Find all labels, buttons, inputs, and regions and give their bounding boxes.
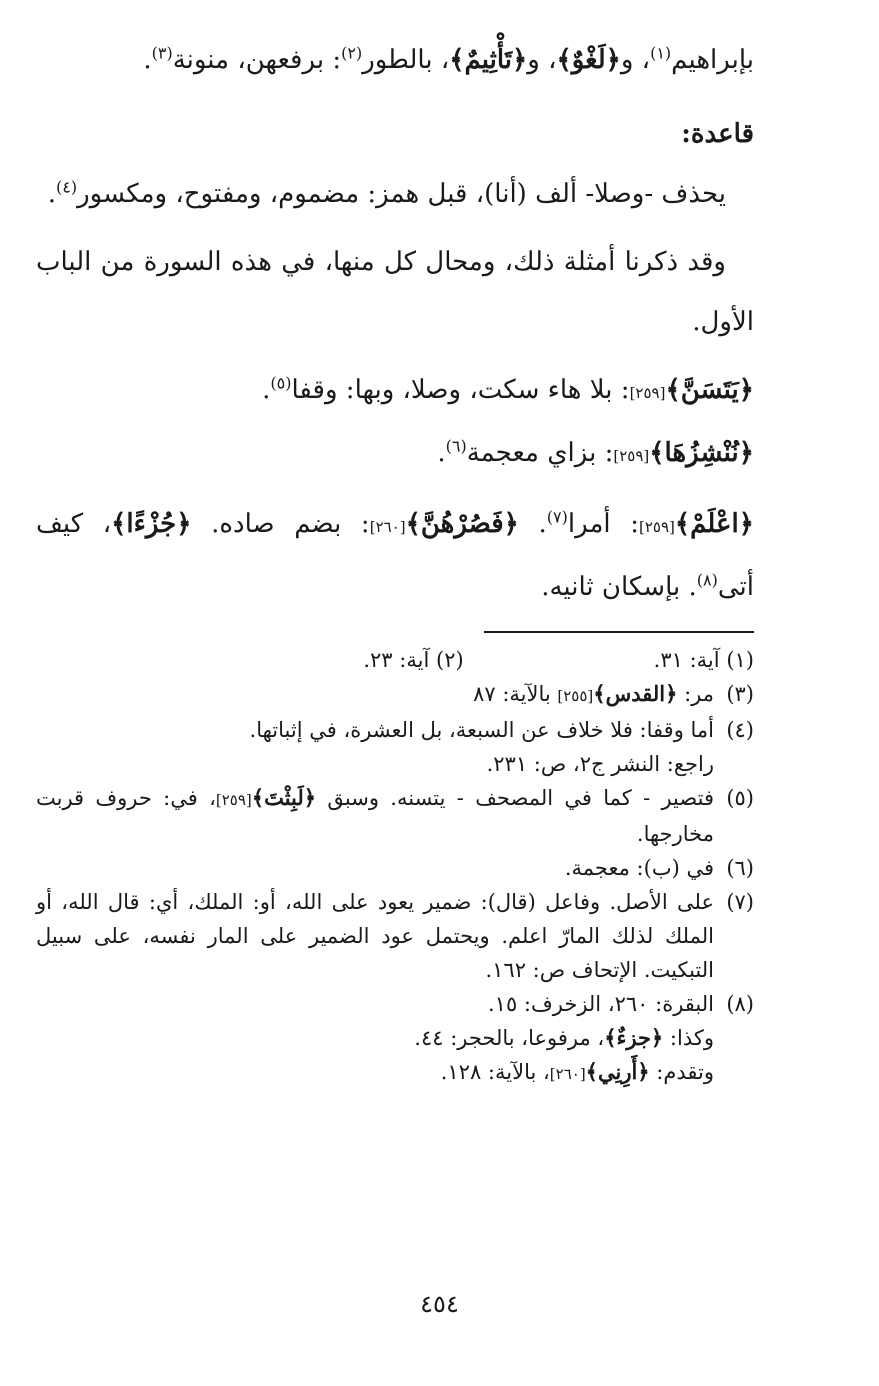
quran-word: ﴿جُزْءًا﴾ bbox=[111, 509, 192, 539]
footnote-ref: (٧) bbox=[546, 507, 568, 527]
text-segment: ، بالطور bbox=[362, 45, 450, 75]
quran-word: ﴿لَغْوٌ﴾ bbox=[556, 45, 621, 75]
paragraph-yatasanna bbox=[36, 360, 754, 486]
footnote-8 bbox=[36, 987, 754, 1021]
opening-line bbox=[36, 30, 754, 90]
text-segment: . بإسكان ثانيه. bbox=[541, 572, 697, 602]
quran-word: ﴿القدس﴾ bbox=[593, 681, 678, 706]
paragraph-examples: وقد ذكرنا أمثلة ذلك، ومحال كل منها، في هذه السورة من الباب الأول. bbox=[36, 247, 754, 337]
text-segment: : بلا هاء سكت، وصلا، وبها: وقفا bbox=[291, 375, 630, 405]
verse-number: [٢٥٩] bbox=[639, 518, 675, 536]
text-segment: : برفعهن، منونة bbox=[172, 45, 342, 75]
verse-number: [٢٥٩] bbox=[215, 791, 252, 809]
quran-word: ﴿يَتَسَنَّ﴾ bbox=[665, 375, 754, 405]
verse-number: [٢٦٠] bbox=[369, 518, 406, 536]
footnote-8-line-2 bbox=[36, 1021, 754, 1055]
verse-number: [٢٦٠] bbox=[549, 1065, 586, 1083]
footnote-ref: (٣) bbox=[151, 43, 173, 63]
quran-word: ﴿نُنْشِزُهَا﴾ bbox=[649, 438, 754, 468]
footnote-4 bbox=[36, 713, 754, 747]
footnote-number: (٥) bbox=[726, 786, 754, 810]
text-segment: يحذف -وصلا- ألف (أنا)، قبل همز: مضموم، ومفتوح، ومكسور bbox=[77, 179, 726, 209]
footnote-ref: (٨) bbox=[696, 570, 718, 590]
footnote-text: وتقدم: bbox=[649, 1060, 714, 1084]
quran-word: ﴿اعْلَمْ﴾ bbox=[674, 509, 755, 539]
rule-paragraph bbox=[36, 164, 754, 224]
footnote-row-1-2 bbox=[36, 643, 754, 677]
footnote-6 bbox=[36, 851, 754, 885]
footnote-ref: (٤) bbox=[55, 177, 78, 197]
section-heading: قاعدة: bbox=[681, 119, 754, 149]
footnote-divider bbox=[484, 631, 754, 633]
footnote-text: ، مرفوعا، بالحجر: ٤٤. bbox=[414, 1026, 605, 1050]
footnote-4-reference: راجع: النشر ج٢، ص: ٢٣١. bbox=[486, 752, 714, 776]
book-page bbox=[36, 30, 754, 1360]
footnote-number: (٣) bbox=[726, 682, 754, 706]
quran-word: ﴿لَبِثْتَ﴾ bbox=[251, 785, 317, 810]
footnote-text: وكذا: bbox=[663, 1026, 714, 1050]
text-segment: . bbox=[47, 179, 56, 209]
footnote-number: (٢) bbox=[435, 648, 464, 672]
footnote-ref: (٥) bbox=[270, 373, 292, 393]
footnote-7 bbox=[36, 885, 754, 987]
footnote-text: بالآية: ٨٧ bbox=[473, 682, 558, 706]
quran-word: ﴿أَرِنِي﴾ bbox=[585, 1059, 650, 1084]
page-number: ٤٥٤ bbox=[420, 1290, 459, 1318]
main-text bbox=[36, 30, 754, 617]
footnote-3 bbox=[36, 677, 754, 713]
text-segment: : بضم صاده. bbox=[191, 509, 370, 539]
verse-number: [٢٥٩] bbox=[629, 384, 666, 402]
footnote-text: أما وقفا: فلا خلاف عن السبعة، بل العشرة، في إثباتها. bbox=[249, 718, 714, 742]
quran-word: ﴿فَصُرْهُنَّ﴾ bbox=[405, 509, 519, 539]
footnote-ref: (١) bbox=[650, 43, 672, 63]
text-segment: ، و bbox=[620, 45, 651, 75]
text-segment: . bbox=[518, 509, 547, 539]
footnote-text: مر: bbox=[677, 682, 714, 706]
footnote-text: فتصير - كما في المصحف - يتسنه. وسبق bbox=[316, 786, 714, 810]
text-segment: : أمرا bbox=[567, 509, 639, 539]
quran-word: ﴿جزءٌ﴾ bbox=[604, 1025, 664, 1050]
footnote-number: (٦) bbox=[726, 856, 754, 880]
footnote-number: (٨) bbox=[726, 992, 754, 1016]
footnote-text: آية: ٢٣. bbox=[363, 648, 430, 672]
verse-number: [٢٥٥] bbox=[557, 687, 594, 705]
footnotes bbox=[36, 643, 754, 1091]
verse-number: [٢٥٩] bbox=[613, 447, 650, 465]
text-segment: ، و bbox=[527, 45, 557, 75]
footnote-ref: (٢) bbox=[341, 43, 363, 63]
footnote-text: على الأصل. وفاعل (قال): ضمير يعود على الله، أو: الملك، أي: قال الله، أو الملك لذلك المارّ اعلم. ويحتمل عود الضمير على المار نفسه، على سبيل التبكيت. الإتحاف ص: ١٦٢. bbox=[36, 890, 714, 982]
footnote-number: (٧) bbox=[726, 890, 754, 914]
footnote-2 bbox=[363, 643, 463, 677]
text-segment: . bbox=[437, 438, 446, 468]
paragraph-ilam bbox=[36, 494, 754, 617]
footnote-ref: (٦) bbox=[445, 436, 467, 456]
footnote-8-line-3 bbox=[36, 1055, 754, 1091]
quran-word: ﴿تَأْثِيمٌ﴾ bbox=[449, 45, 528, 75]
text-segment: : بزاي معجمة bbox=[466, 438, 614, 468]
footnote-text: البقرة: ٢٦٠، الزخرف: ١٥. bbox=[487, 992, 714, 1016]
text-segment: ، كيف أتى bbox=[36, 509, 754, 602]
text-segment: . bbox=[143, 45, 152, 75]
footnote-text: ، بالآية: ١٢٨. bbox=[440, 1060, 550, 1084]
footnote-text: ، في: حروف قربت مخارجها. bbox=[36, 786, 714, 846]
footnote-text: في (ب): معجمة. bbox=[564, 856, 714, 880]
footnote-5 bbox=[36, 781, 754, 851]
footnote-number: (١) bbox=[726, 648, 754, 672]
footnote-number: (٤) bbox=[726, 718, 754, 742]
text-segment: بإبراهيم bbox=[671, 45, 754, 75]
footnote-1 bbox=[654, 643, 754, 677]
text-segment: . bbox=[262, 375, 271, 405]
footnote-text: آية: ٣١. bbox=[653, 648, 720, 672]
